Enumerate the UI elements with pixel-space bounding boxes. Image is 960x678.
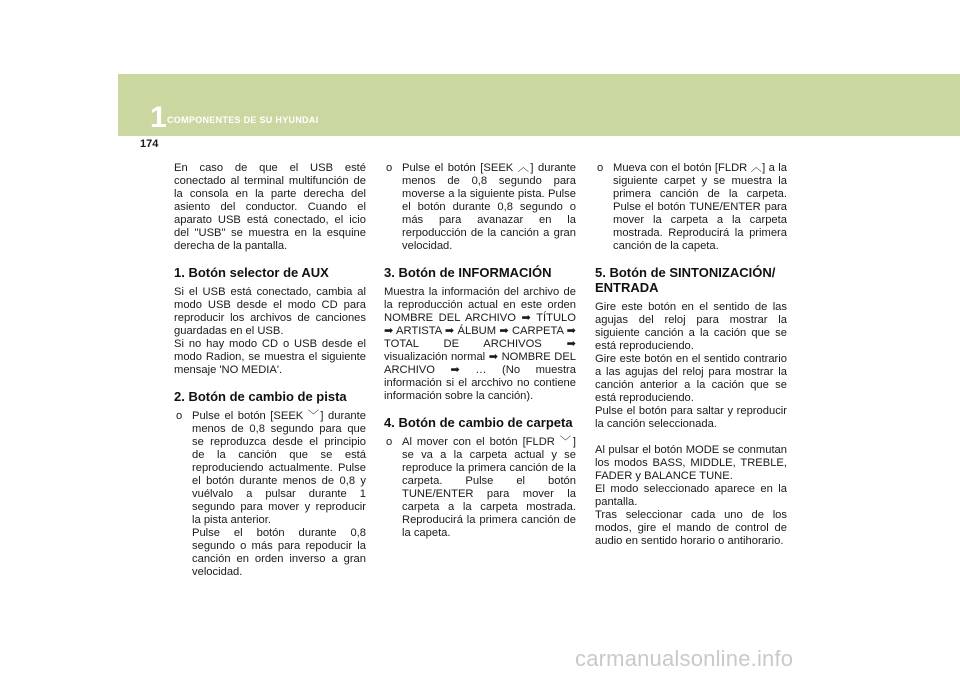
folder-up-text: Mueva con el botón [FLDR ︿] a la siguiente carpet y se muestra la primera canción de la carpeta. Pulse el botón TUNE/ENTER para mover la carpeta a la carpeta mostrada. Reproducirá la primera canción de la capeta.	[613, 162, 787, 252]
watermark: carmanualsonline.info	[575, 646, 794, 671]
tune-paragraph-3: Pulse el botón para saltar y reproducir la canción seleccionada.	[595, 405, 787, 430]
folder-up-bullet	[595, 162, 787, 253]
aux-paragraph-1: Si el USB está conectado, cambia al modo USB desde el modo CD para reproducir los archivos de canciones guardadas en el USB.	[174, 286, 366, 337]
column-3	[595, 162, 787, 548]
chapter-title: COMPONENTES DE SU HYUNDAI	[167, 115, 319, 125]
mode-paragraph-1: Al pulsar el botón MODE se conmutan los modos BASS, MIDDLE, TREBLE, FADER y BALANCE TUNE.	[595, 444, 787, 482]
tune-paragraph-1: Gire este botón en el sentido de las agujas del reloj para mostrar la siguiente canción a la cación que se está reproduciendo.	[595, 301, 787, 352]
column-1	[174, 162, 366, 579]
header-band	[118, 74, 960, 136]
chapter-number: 1	[150, 101, 167, 134]
bullet-mark: o	[386, 162, 393, 174]
intro-paragraph: En caso de que el USB esté conectado al terminal multifunción de la consola en la parte derecha del asiento del conductor. Cuando el aparato USB está conectado, el icio del "USB" se muestra en la esquine derecha de la pantalla.	[174, 162, 366, 252]
folder-down-text: Al mover con el botón [FLDR ﹀] se va a la carpeta actual y se reproduce la primera canción de la carpeta. Pulse el botón TUNE/ENTER para mover la carpeta a la carpeta mostrada. Reproducirá la primera canción de la capeta.	[402, 436, 576, 539]
heading-info-button: 3. Botón de INFORMACIÓN	[384, 265, 552, 280]
bullet-mark: o	[597, 162, 604, 174]
folder-down-bullet	[384, 436, 576, 540]
bullet-mark: o	[176, 410, 183, 422]
mode-paragraph-3: Tras seleccionar cada uno de los modos, gire el mando de control de audio en sentido horario o antihorario.	[595, 509, 787, 547]
tune-paragraph-2: Gire este botón en el sentido contrario a las agujas del reloj para mostrar la canción anterior a la cación que se está reproduciendo.	[595, 353, 787, 404]
info-paragraph: Muestra la información del archivo de la reproducción actual en este orden NOMBRE DEL ARCHIVO ➡ TÍTULO ➡ ARTISTA ➡ ÁLBUM ➡ CARPETA ➡ TOTAL DE ARCHIVOS ➡ visualización normal ➡ NOMBRE DEL ARCHIVO ➡ … (No muestra información si el arcchivo no contiene información sobre la canción).	[384, 286, 576, 402]
heading-tune-enter: 5. Botón de SINTONIZACIÓN/ ENTRADA	[595, 265, 776, 295]
heading-aux-button: 1. Botón selector de AUX	[174, 265, 329, 280]
heading-track-change: 2. Botón de cambio de pista	[174, 389, 347, 404]
seek-up-bullet	[384, 162, 576, 253]
bullet-mark: o	[386, 436, 393, 448]
mode-paragraph-2: El modo seleccionado aparece en la pantalla.	[595, 483, 787, 508]
track-bullet-text: Pulse el botón [SEEK ﹀] durante menos de 0,8 segundo para que se reproduzca desde el principio de la canción que se está reproduciendo actualmente. Pulse el botón durante menos de 0,8 y vuélvalo a pulsar durante 1 segundo para mover y reproducir la pista anterior.	[192, 410, 366, 526]
spacer	[595, 431, 787, 444]
column-2	[384, 162, 576, 540]
track-bullet-text-2: Pulse el botón durante 0,8 segundo o más para repoducir la canción en orden inverso a gran velocidad.	[192, 527, 366, 578]
track-bullet	[174, 410, 366, 579]
seek-up-text: Pulse el botón [SEEK ︿] durante menos de 0,8 segundo para moverse a la siguiente pista. Pulse el botón durante 0,8 segundo o más para avanazar en la rerpoducción de la canción a gran velocidad.	[402, 162, 576, 252]
aux-paragraph-2: Si no hay modo CD o USB desde el modo Radion, se muestra el siguiente mensaje 'NO MEDIA'.	[174, 338, 366, 376]
heading-folder-change: 4. Botón de cambio de carpeta	[384, 415, 573, 430]
page-number: 174	[140, 138, 159, 150]
